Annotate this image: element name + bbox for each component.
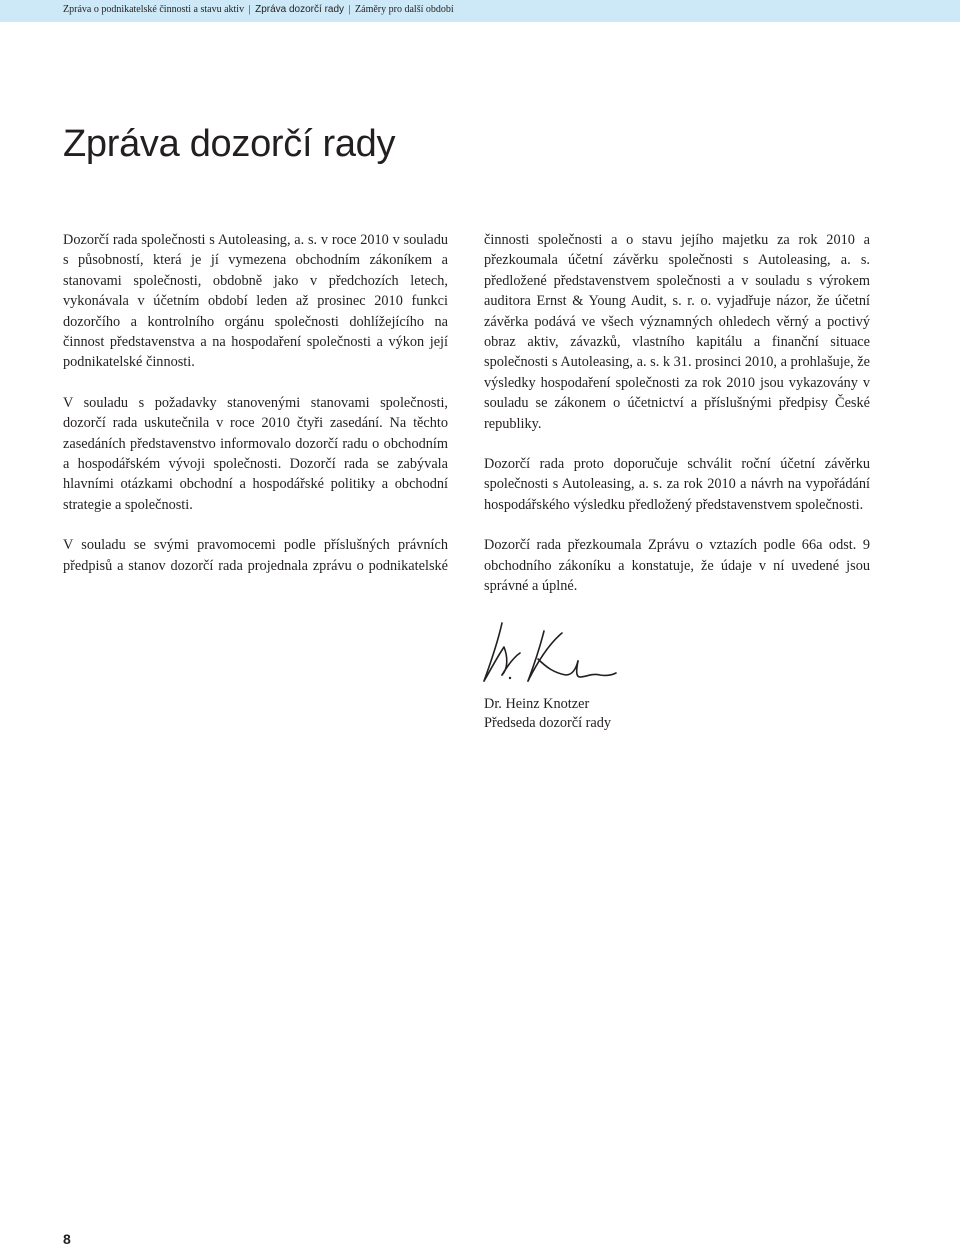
breadcrumb-item-supervisory-board-report[interactable]: Zpráva dozorčí rady: [255, 4, 345, 15]
paragraph-relations-report: Dozorčí rada přezkoumala Zprávu o vztazích podle 66a odst. 9 obchodního zákoníku a konstatuje, že údaje v ní uvedené jsou správné a úplné.: [484, 537, 870, 595]
paragraph-meetings: V souladu s požadavky stanovenými stanovami společnosti, dozorčí rada uskutečnila v roce 2010 čtyři zasedání. Na těchto zasedáních představenstvo informovalo dozorčí radu o obchodním a hospodářském vývoji společnosti. Dozorčí rada se zabývala hlavními otázkami obchodní a hospodářské politiky a obchodní strategie a společnosti.: [63, 394, 448, 513]
header-bar: [0, 0, 960, 22]
breadcrumb-item-business-report[interactable]: Zpráva o podnikatelské činnosti a stavu aktiv: [63, 4, 245, 15]
signer-name: Dr. Heinz Knotzer: [484, 695, 590, 712]
paragraph-financial-statements-continued: činnosti společnosti a o stavu jejího majetku za rok 2010 a přezkoumala účetní závěrku společnosti s Autoleasing, a. s. předložené představenstvem společnosti a v souladu s výrokem auditora Ernst & Young Audit, s. r. o. vyjadřuje názor, že účetní závěrka podává ve všech významných ohledech věrný a poctivý obraz aktiv, závazků, vlastního kapitálu a finanční situace společnosti s Autoleasing, a. s. k 31. prosinci 2010, a prohlašuje, že výsledky hospodaření společnosti za rok 2010 jsou vykazovány v souladu se zákonem o účetnictví a příslušnými předpisy České republiky.: [484, 232, 870, 432]
breadcrumb: [63, 4, 454, 16]
text-column-right: [484, 230, 870, 733]
paragraph-recommendation: Dozorčí rada proto doporučuje schválit roční účetní závěrku společnosti s Autoleasing, a. s. za rok 2010 a návrh na vypořádání hospodářského výsledku předložený představenstvem společnosti.: [484, 456, 870, 513]
page-number: 8: [63, 1231, 71, 1247]
page-title: Zpráva dozorčí rady: [63, 123, 396, 165]
signer-role: Předseda dozorčí rady: [484, 714, 612, 731]
breadcrumb-item-future-plans[interactable]: Záměry pro další období: [355, 4, 454, 15]
signature-image: [480, 617, 620, 687]
breadcrumb-separator: |: [248, 4, 251, 15]
text-column-left: [63, 230, 448, 596]
breadcrumb-separator: |: [348, 4, 351, 15]
paragraph-board-activity: Dozorčí rada společnosti s Autoleasing, a. s. v roce 2010 v souladu s působností, která je jí vymezena obchodním zákoníkem a stanovami společnosti, obdobně jako v předchozích letech, vykonávala v účetním období leden až prosinec 2010 funkci dozorčího a kontrolního orgánu společnosti dohlížejícího na činnost představenstva a na hospodaření společnosti a výkon její podnikatelské činnosti.: [63, 232, 448, 371]
paragraph-financial-statements: V souladu se svými pravomocemi podle příslušných právních předpisů a stanov dozorčí rada projednala zprávu o podnikatelské: [63, 537, 448, 574]
